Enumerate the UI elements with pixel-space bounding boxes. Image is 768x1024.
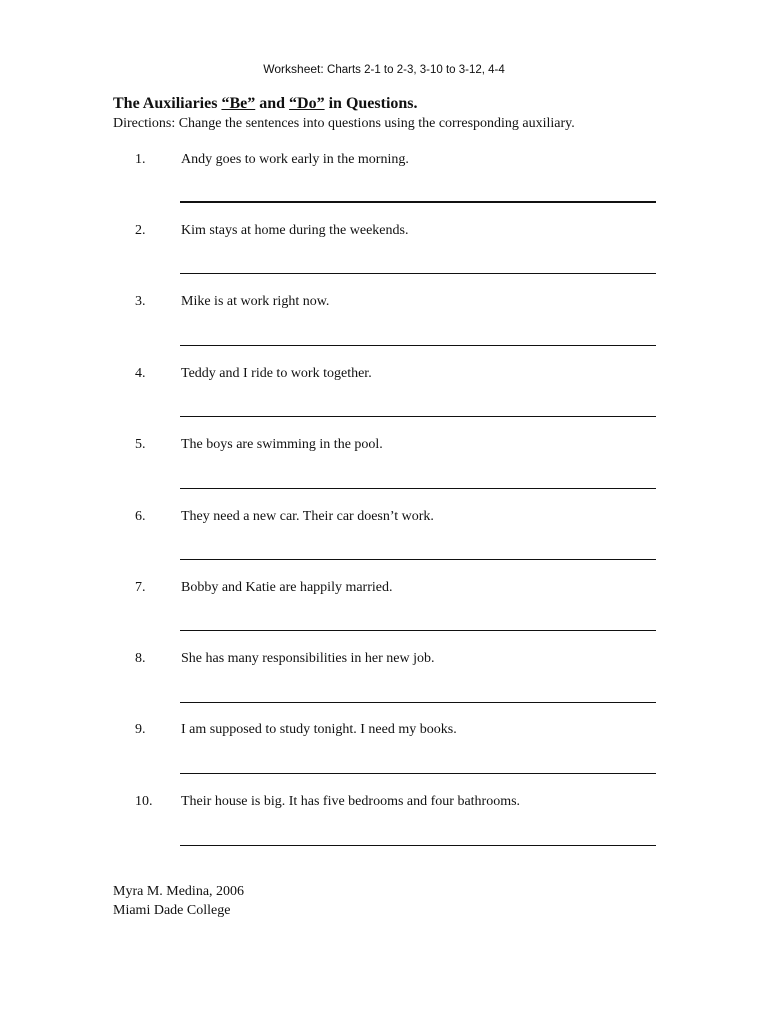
title-part-1: The Auxiliaries — [113, 95, 222, 112]
answer-line[interactable] — [180, 273, 656, 274]
charts-reference: Charts 2-1 to 2-3, 3-10 to 3-12, 4-4 — [327, 64, 505, 76]
item-sentence: Andy goes to work early in the morning. — [181, 152, 409, 167]
author-credit: Myra M. Medina, 2006 — [113, 884, 245, 899]
item-number: 9. — [135, 722, 146, 737]
worksheet-header — [0, 62, 768, 76]
worksheet-label: Worksheet: — [263, 62, 324, 76]
question-item-7 — [0, 580, 768, 640]
answer-line[interactable] — [180, 201, 656, 203]
title-be: “Be” — [221, 95, 256, 112]
item-number: 4. — [135, 366, 146, 381]
answer-line[interactable] — [180, 488, 656, 489]
title-part-2: in Questions. — [324, 95, 418, 112]
item-number: 2. — [135, 223, 146, 238]
question-item-5 — [0, 437, 768, 497]
item-sentence: Kim stays at home during the weekends. — [181, 223, 409, 238]
footer-credits — [113, 882, 244, 920]
item-sentence: She has many responsibilities in her new job. — [181, 651, 435, 666]
answer-line[interactable] — [180, 773, 656, 774]
item-sentence: The boys are swimming in the pool. — [181, 437, 383, 452]
item-number: 3. — [135, 294, 146, 309]
question-item-1 — [0, 152, 768, 212]
item-sentence: They need a new car. Their car doesn’t work. — [181, 509, 434, 524]
question-item-6 — [0, 509, 768, 569]
item-sentence: Teddy and I ride to work together. — [181, 366, 372, 381]
question-item-10 — [0, 794, 768, 854]
answer-line[interactable] — [180, 702, 656, 703]
question-item-4 — [0, 366, 768, 426]
title-do: “Do” — [289, 95, 325, 112]
item-number: 5. — [135, 437, 146, 452]
answer-line[interactable] — [180, 345, 656, 346]
answer-line[interactable] — [180, 559, 656, 560]
item-sentence: Their house is big. It has five bedrooms and four bathrooms. — [181, 794, 521, 809]
page-title — [113, 95, 418, 113]
question-item-8 — [0, 651, 768, 711]
directions: Directions: Change the sentences into questions using the corresponding auxiliary. — [113, 116, 575, 131]
institution-credit: Miami Dade College — [113, 903, 231, 918]
question-item-3 — [0, 294, 768, 354]
answer-line[interactable] — [180, 416, 656, 417]
title-and: and — [255, 95, 290, 112]
item-number: 1. — [135, 152, 146, 167]
item-number: 7. — [135, 580, 146, 595]
item-sentence: Mike is at work right now. — [181, 294, 330, 309]
item-number: 10. — [135, 794, 153, 809]
item-sentence: I am supposed to study tonight. I need my books. — [181, 722, 457, 737]
question-item-9 — [0, 722, 768, 782]
item-number: 8. — [135, 651, 146, 666]
answer-line[interactable] — [180, 630, 656, 631]
answer-line[interactable] — [180, 845, 656, 846]
item-sentence: Bobby and Katie are happily married. — [181, 580, 393, 595]
item-number: 6. — [135, 509, 146, 524]
question-item-2 — [0, 223, 768, 283]
